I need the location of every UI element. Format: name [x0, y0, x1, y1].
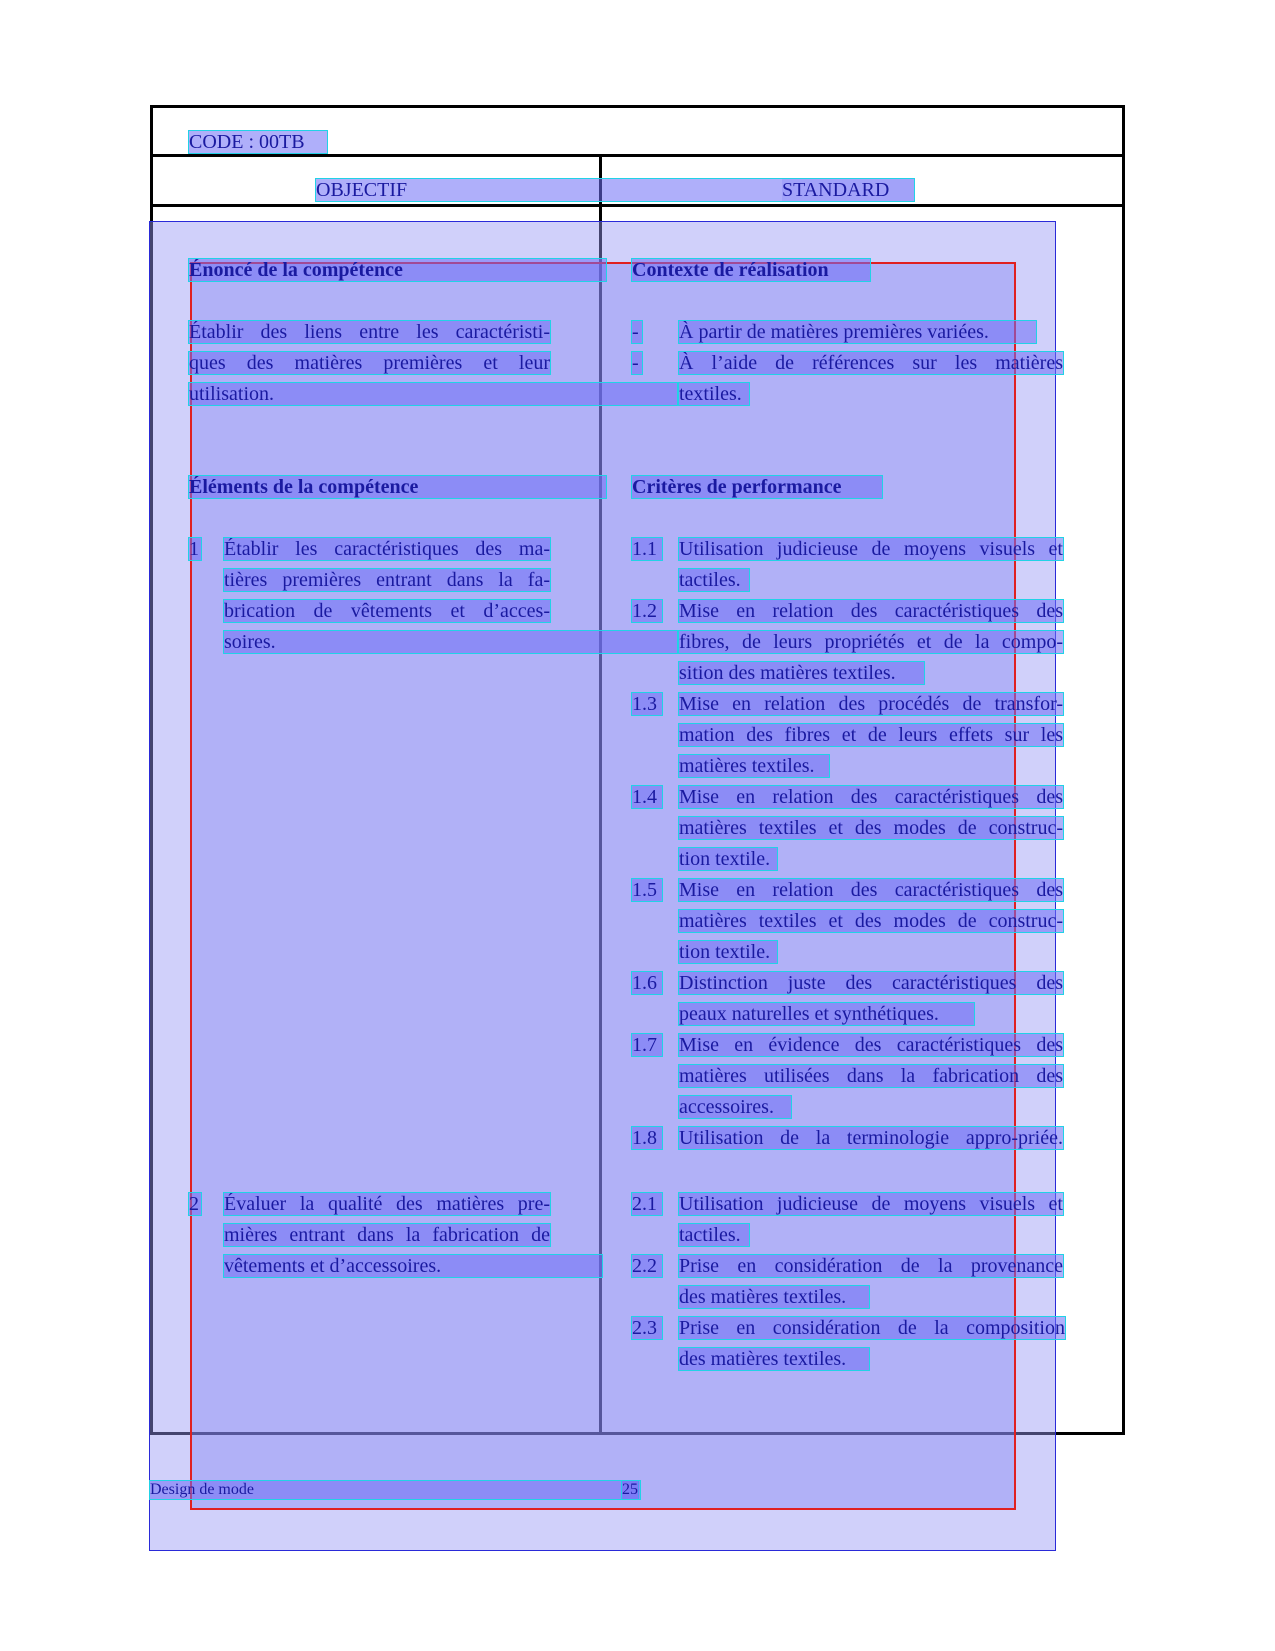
row-divider-2 — [150, 204, 1125, 207]
element-2-line-3: vêtements et d’accessoires. — [224, 1255, 602, 1277]
criterion-1-8-number: 1.8 — [632, 1127, 662, 1149]
context-2-bullet: - — [632, 352, 642, 374]
element-1-number: 1 — [189, 538, 199, 560]
criterion-1-7-line-3: accessoires. — [679, 1096, 791, 1118]
code-label: CODE : 00TB — [189, 131, 327, 153]
criterion-2-2-number: 2.2 — [632, 1255, 662, 1277]
contexte-title: Contexte de réalisation — [632, 259, 870, 281]
criterion-1-4-line-1: Mise en relation des caractéristiques des — [679, 786, 1063, 808]
element-2-line-1: Évaluer la qualité des matières pre- — [224, 1193, 550, 1215]
element-1-line-4: soires. — [224, 631, 677, 653]
criterion-1-1-line-1: Utilisation judicieuse de moyens visuels et — [679, 538, 1063, 560]
criterion-1-4-line-2: matières textiles et des modes de construc- — [679, 817, 1063, 839]
criterion-1-1-number: 1.1 — [632, 538, 662, 560]
criterion-2-1-number: 2.1 — [632, 1193, 662, 1215]
criterion-1-1-line-2: tactiles. — [679, 569, 749, 591]
criterion-1-4-number: 1.4 — [632, 786, 662, 808]
criteres-title: Critères de performance — [632, 476, 882, 498]
criterion-1-2-line-1: Mise en relation des caractéristiques des — [679, 600, 1063, 622]
context-2-line-2: textiles. — [679, 383, 749, 405]
criterion-1-8-line-1: Utilisation de la terminologie appro-priée. — [679, 1127, 1063, 1149]
criterion-1-2-line-3: sition des matières textiles. — [679, 662, 924, 684]
criterion-1-3-line-2: mation des fibres et de leurs effets sur les — [679, 724, 1063, 746]
context-1-line-1: À partir de matières premières variées. — [679, 321, 1036, 343]
enonce-line-3: utilisation. — [189, 383, 677, 405]
element-2-number: 2 — [189, 1193, 199, 1215]
enonce-title: Énoncé de la compétence — [189, 259, 606, 281]
criterion-1-6-line-2: peaux naturelles et synthétiques. — [679, 1003, 974, 1025]
criterion-2-3-line-2: des matières textiles. — [679, 1348, 869, 1370]
criterion-2-3-number: 2.3 — [632, 1317, 662, 1339]
criterion-2-2-line-2: des matières textiles. — [679, 1286, 869, 1308]
criterion-2-1-line-2: tactiles. — [679, 1224, 749, 1246]
enonce-line-2: ques des matières premières et leur — [189, 352, 550, 374]
criterion-1-5-line-3: tion textile. — [679, 941, 777, 963]
context-2-line-1: À l’aide de références sur les matières — [679, 352, 1063, 374]
criterion-1-3-number: 1.3 — [632, 693, 662, 715]
criterion-1-6-line-1: Distinction juste des caractéristiques des — [679, 972, 1063, 994]
criterion-1-4-line-3: tion textile. — [679, 848, 777, 870]
criterion-1-2-number: 1.2 — [632, 600, 662, 622]
element-1-line-2: tières premières entrant dans la fa- — [224, 569, 550, 591]
criterion-1-7-line-2: matières utilisées dans la fabrication des — [679, 1065, 1063, 1087]
element-2-line-2: mières entrant dans la fabrication de — [224, 1224, 550, 1246]
criterion-2-2-line-1: Prise en considération de la provenance — [679, 1255, 1063, 1277]
criterion-1-3-line-1: Mise en relation des procédés de transfor- — [679, 693, 1063, 715]
criterion-1-3-line-3: matières textiles. — [679, 755, 829, 777]
criterion-2-1-line-1: Utilisation judicieuse de moyens visuels et — [679, 1193, 1063, 1215]
element-1-line-1: Établir les caractéristiques des ma- — [224, 538, 550, 560]
criterion-1-2-line-2: fibres, de leurs propriétés et de la compo- — [679, 631, 1063, 653]
criterion-1-5-number: 1.5 — [632, 879, 662, 901]
footer-title: Design de mode — [150, 1481, 638, 1499]
criterion-1-7-number: 1.7 — [632, 1034, 662, 1056]
criterion-1-6-number: 1.6 — [632, 972, 662, 994]
column-header-standard: STANDARD — [782, 179, 914, 201]
criterion-1-7-line-1: Mise en évidence des caractéristiques des — [679, 1034, 1063, 1056]
objectif-label: OBJECTIF — [316, 179, 408, 201]
row-divider-1 — [150, 154, 1125, 157]
elements-title: Éléments de la compétence — [189, 476, 606, 498]
context-1-bullet: - — [632, 321, 642, 343]
page-number: 25 — [622, 1481, 638, 1498]
criterion-2-3-line-1: Prise en considération de la composition — [679, 1317, 1065, 1339]
criterion-1-5-line-2: matières textiles et des modes de construc- — [679, 910, 1063, 932]
element-1-line-3: brication de vêtements et d’acces- — [224, 600, 550, 622]
enonce-line-1: Établir des liens entre les caractéristi- — [189, 321, 550, 343]
criterion-1-5-line-1: Mise en relation des caractéristiques des — [679, 879, 1063, 901]
